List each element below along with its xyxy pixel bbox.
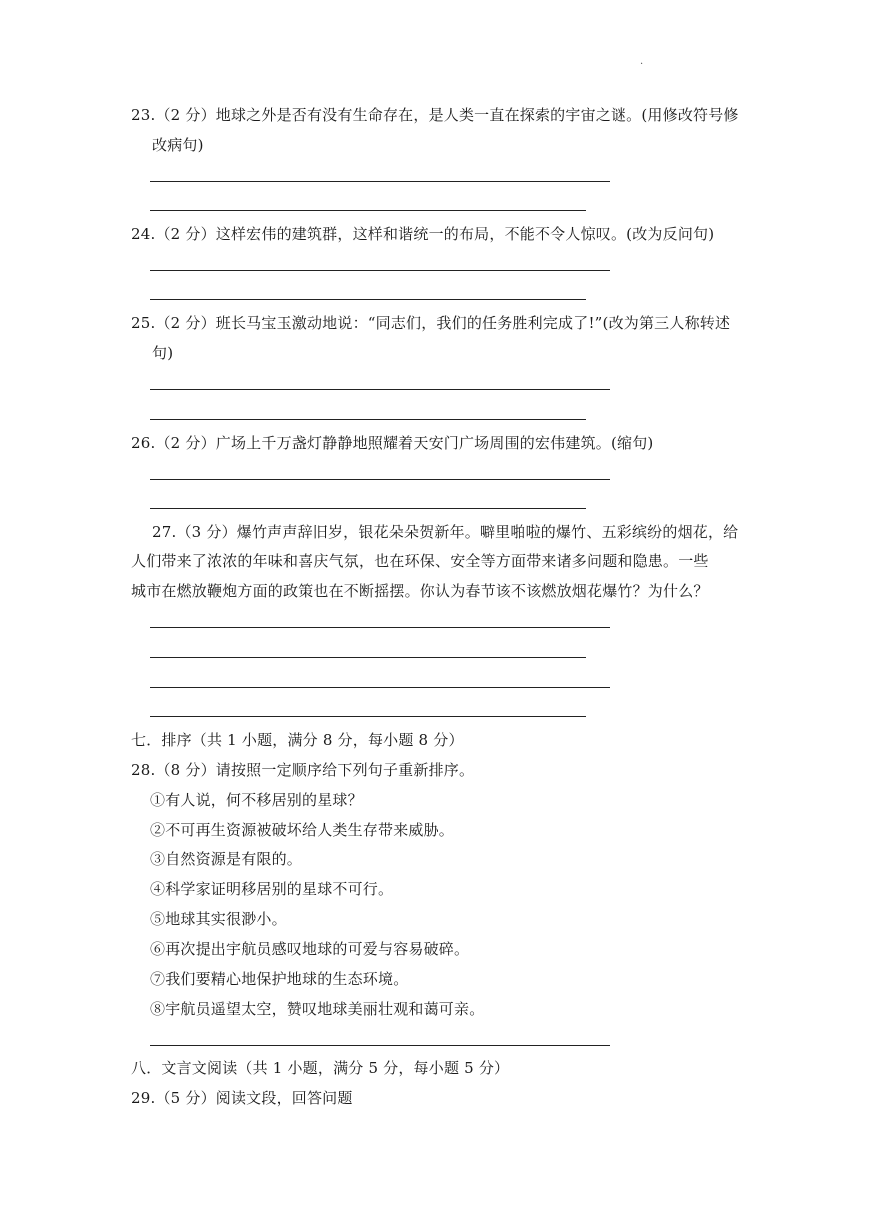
sort-item: ④科学家证明移居别的星球不可行。 <box>150 880 394 898</box>
answer-line[interactable] <box>150 210 586 211</box>
answer-line[interactable] <box>150 270 610 271</box>
answer-line[interactable] <box>150 479 610 480</box>
answer-line[interactable] <box>150 419 586 420</box>
answer-line[interactable] <box>150 299 586 300</box>
sort-item: ⑥再次提出宇航员感叹地球的可爱与容易破碎。 <box>150 940 470 958</box>
question-24-line-1: 24.（2 分）这样宏伟的建筑群，这样和谐统一的布局，不能不令人惊叹。(改为反问句) <box>131 225 715 243</box>
question-25-line-1: 25.（2 分）班长马宝玉激动地说：“同志们，我们的任务胜利完成了!”(改为第三人称转述 <box>131 314 731 332</box>
question-23-line-2: 改病句) <box>152 136 204 154</box>
question-28: 28.（8 分）请按照一定顺序给下列句子重新排序。 <box>131 761 475 779</box>
answer-line[interactable] <box>150 389 610 390</box>
sort-item: ①有人说，何不移居别的星球？ <box>150 791 363 809</box>
answer-line[interactable] <box>150 687 610 688</box>
section-7-heading: 七．排序（共 1 小题，满分 8 分，每小题 8 分） <box>131 731 464 749</box>
question-29: 29.（5 分）阅读文段，回答问题 <box>131 1089 353 1107</box>
corner-mark: . <box>640 56 644 67</box>
sort-item: ⑧宇航员遥望太空，赞叹地球美丽壮观和蔼可亲。 <box>150 1000 485 1018</box>
question-27-line-2: 人们带来了浓浓的年味和喜庆气氛，也在环保、安全等方面带来诸多问题和隐患。一些 <box>131 552 709 570</box>
answer-line[interactable] <box>150 181 610 182</box>
answer-line[interactable] <box>150 716 586 717</box>
question-27-line-1: 27.（3 分）爆竹声声辞旧岁，银花朵朵贺新年。噼里啪啦的爆竹、五彩缤纷的烟花，给 <box>152 523 739 541</box>
question-27-line-3: 城市在燃放鞭炮方面的政策也在不断摇摆。你认为春节该不该燃放烟花爆竹？为什么？ <box>131 582 709 600</box>
sort-item: ③自然资源是有限的。 <box>150 850 303 868</box>
question-23-line-1: 23.（2 分）地球之外是否有没有生命存在，是人类一直在探索的宇宙之谜。(用修改符号修 <box>131 106 739 124</box>
answer-line[interactable] <box>150 508 586 509</box>
section-8-heading: 八．文言文阅读（共 1 小题，满分 5 分，每小题 5 分） <box>131 1059 510 1077</box>
answer-line[interactable] <box>150 657 586 658</box>
sort-item: ⑦我们要精心地保护地球的生态环境。 <box>150 970 409 988</box>
question-26-line-1: 26.（2 分）广场上千万盏灯静静地照耀着天安门广场周围的宏伟建筑。(缩句) <box>131 434 654 452</box>
sort-item: ②不可再生资源被破坏给人类生存带来威胁。 <box>150 821 455 839</box>
answer-line[interactable] <box>150 1045 610 1046</box>
answer-line[interactable] <box>150 627 610 628</box>
sort-item: ⑤地球其实很渺小。 <box>150 910 287 928</box>
question-25-line-2: 句) <box>152 344 174 362</box>
